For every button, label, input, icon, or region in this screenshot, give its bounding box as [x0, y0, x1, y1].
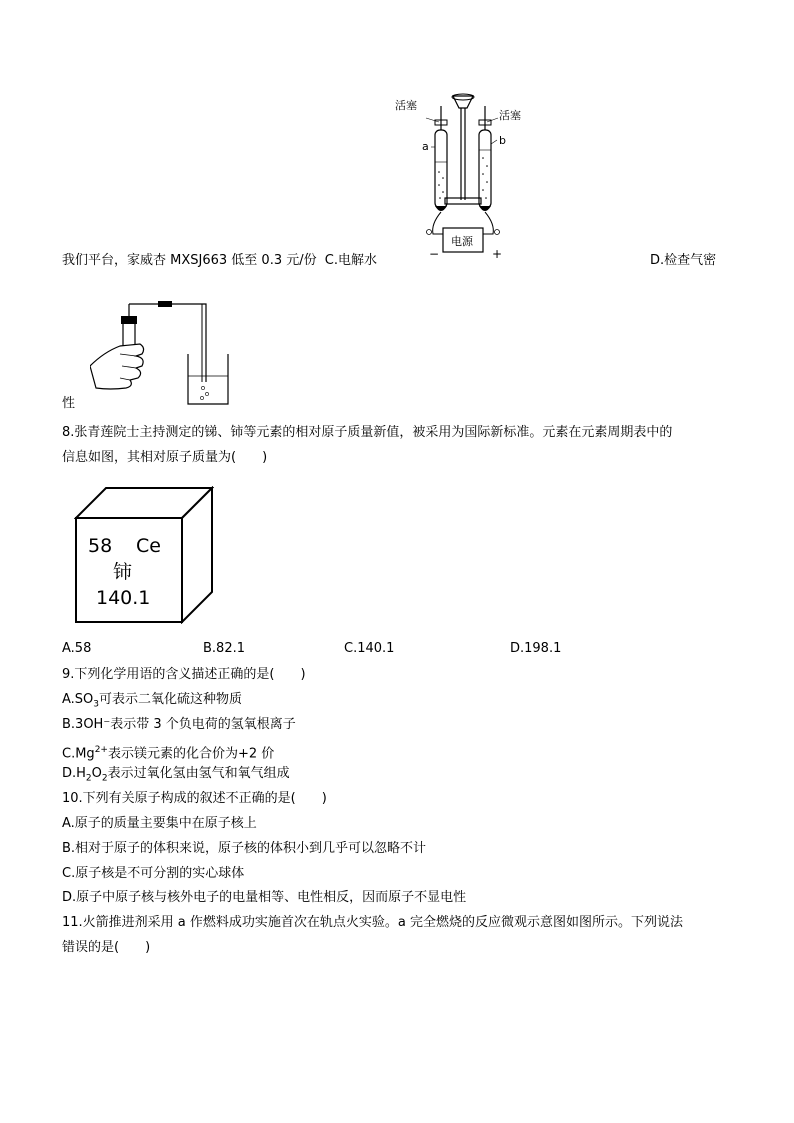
element-symbol: Ce	[136, 535, 161, 557]
positive-terminal-label: +	[492, 247, 503, 261]
right-stopcock-label: 活塞	[499, 109, 521, 122]
q8-option-a: A.58	[62, 641, 92, 656]
q10-stem: 10.下列有关原子构成的叙述不正确的是( )	[62, 791, 327, 806]
atomic-number: 58	[88, 535, 113, 557]
element-name: 铈	[113, 561, 133, 583]
q10-option-d: D.原子中原子核与核外电子的电量相等、电性相反，因而原子不显电性	[62, 890, 467, 905]
q9-d-formula-sub2: 2	[101, 773, 108, 784]
option-d-continuation: 性	[62, 396, 76, 411]
q10-option-b: B.相对于原子的体积来说，原子核的体积小到几乎可以忽略不计	[62, 841, 427, 856]
q8-option-d: D.198.1	[510, 641, 562, 656]
watermark-text: 我们平台，家威杏 MXSJ663 低至 0.3 元/份	[62, 253, 317, 268]
q9-c-formula-pre: C.Mg	[62, 746, 95, 762]
cerium-element-card	[74, 486, 214, 624]
option-c-label: C.电解水	[324, 253, 377, 268]
relative-atomic-mass: 140.1	[96, 587, 151, 609]
q9-option-d	[62, 765, 290, 788]
q9-a-formula-sub: 3	[93, 699, 100, 710]
q9-c-text: 表示镁元素的化合价为+2 价	[107, 746, 275, 762]
q8-stem-line1: 8.张青莲院士主持测定的锑、铈等元素的相对原子质量新值，被采用为国际新标准。元素在元素周期表中的	[62, 425, 673, 440]
q11-stem-line2: 错误的是( )	[62, 940, 151, 955]
q9-d-formula-sub1: 2	[85, 773, 92, 784]
airtightness-check-figure	[90, 296, 240, 408]
q9-a-formula-pre: A.SO	[62, 692, 94, 707]
q9-d-formula-pre: D.H	[62, 766, 86, 781]
q9-d-formula-mid: O	[91, 766, 102, 781]
q9-c-formula-sup: 2+	[94, 745, 108, 755]
q8-stem-line2: 信息如图，其相对原子质量为( )	[62, 450, 268, 465]
q9-option-a	[62, 691, 242, 714]
tube-a-label: a	[422, 140, 429, 153]
q9-a-text: 可表示二氧化硫这种物质	[99, 692, 243, 707]
q10-option-c: C.原子核是不可分割的实心球体	[62, 866, 245, 881]
left-stopcock-label: 活塞	[395, 99, 417, 112]
tube-b-label: b	[499, 134, 506, 147]
power-source-label: 电源	[451, 235, 473, 248]
options-row	[62, 252, 377, 270]
negative-terminal-label: −	[429, 247, 440, 261]
q11-stem-line1: 11.火箭推进剂采用 a 作燃料成功实施首次在轨点火实验。a 完全燃烧的反应微观示意图如图所示。下列说法	[62, 915, 684, 930]
q9-d-text: 表示过氧化氢由氢气和氧气组成	[107, 766, 290, 781]
q10-option-a: A.原子的质量主要集中在原子核上	[62, 816, 257, 831]
q9-stem: 9.下列化学用语的含义描述正确的是( )	[62, 667, 306, 682]
option-d-label: D.检查气密	[650, 253, 717, 268]
q8-option-c: C.140.1	[344, 641, 395, 656]
q9-option-b: B.3OH⁻表示带 3 个负电荷的氢氧根离子	[62, 717, 296, 732]
electrolysis-apparatus-figure	[395, 92, 530, 264]
q9-option-c	[62, 741, 274, 763]
q8-option-b: B.82.1	[203, 641, 245, 656]
